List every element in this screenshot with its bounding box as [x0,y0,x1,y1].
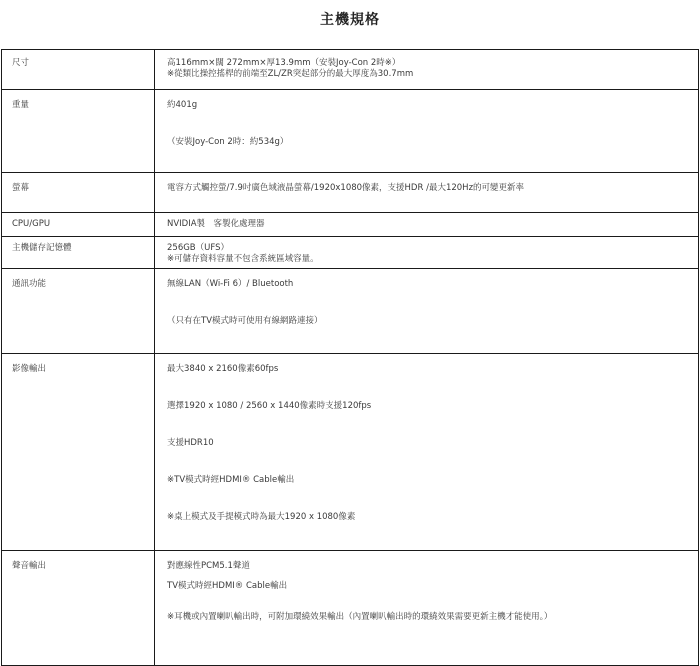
spec-label: 螢幕 [2,173,155,213]
spec-label: 通訊功能 [2,269,155,354]
spec-line: 選擇1920 x 1080 / 2560 x 1440像素時支援120fps [167,401,372,411]
table-row [2,173,699,213]
table-row [2,50,699,90]
spec-line: 約401g [167,100,198,110]
table-row [2,213,699,237]
spec-value [155,213,699,237]
spec-label: CPU/GPU [2,213,155,237]
spec-line: 無線LAN（Wi-Fi 6）/ Bluetooth [167,279,294,289]
spec-line: （安裝Joy-Con 2時：約534g） [167,137,289,147]
spec-value [155,551,699,666]
spec-value [155,269,699,354]
spec-table [1,49,699,666]
spec-line: 256GB（UFS） [167,243,229,253]
spec-line: 對應線性PCM5.1聲道 [167,561,250,571]
page-title: 主機規格 [320,12,380,28]
table-row [2,269,699,354]
table-row [2,551,699,666]
spec-line: ※可儲存資料容量不包含系統區域容量。 [167,254,319,264]
spec-line: 最大3840 x 2160像素60fps [167,364,279,374]
spec-line: （只有在TV模式時可使用有線網路連接） [167,316,323,326]
spec-line: ※桌上模式及手提模式時為最大1920 x 1080像素 [167,512,356,522]
spec-line: ※TV模式時經HDMI® Cable輸出 [167,475,295,485]
spec-value [155,50,699,90]
spec-label: 影像輸出 [2,354,155,551]
spec-label: 聲音輸出 [2,551,155,666]
spec-line: TV模式時經HDMI® Cable輸出 [167,581,288,591]
spec-label: 尺寸 [2,50,155,90]
spec-label: 重量 [2,90,155,173]
table-row [2,237,699,269]
spec-label: 主機儲存記憶體 [2,237,155,269]
spec-value [155,173,699,213]
spec-value [155,90,699,173]
spec-line: NVIDIA製 客製化處理器 [167,219,265,229]
spec-line: 支援HDR10 [167,438,214,448]
spec-line: ※耳機或內置喇叭輸出時，可附加環繞效果輸出（內置喇叭輸出時的環繞效果需要更新主機才能使用。） [167,612,553,622]
table-row [2,90,699,173]
spec-line: ※從類比操控搖桿的前端至ZL/ZR突起部分的最大厚度為30.7mm [167,69,414,79]
spec-line: 高116mm×闊 272mm×厚13.9mm（安裝Joy-Con 2時※） [167,58,401,68]
spec-value [155,354,699,551]
table-row [2,354,699,551]
spec-line: 電容方式觸控螢/7.9吋廣色域液晶螢幕/1920x1080像素，支援HDR /最大120Hz的可變更新率 [167,183,525,193]
spec-value [155,237,699,269]
